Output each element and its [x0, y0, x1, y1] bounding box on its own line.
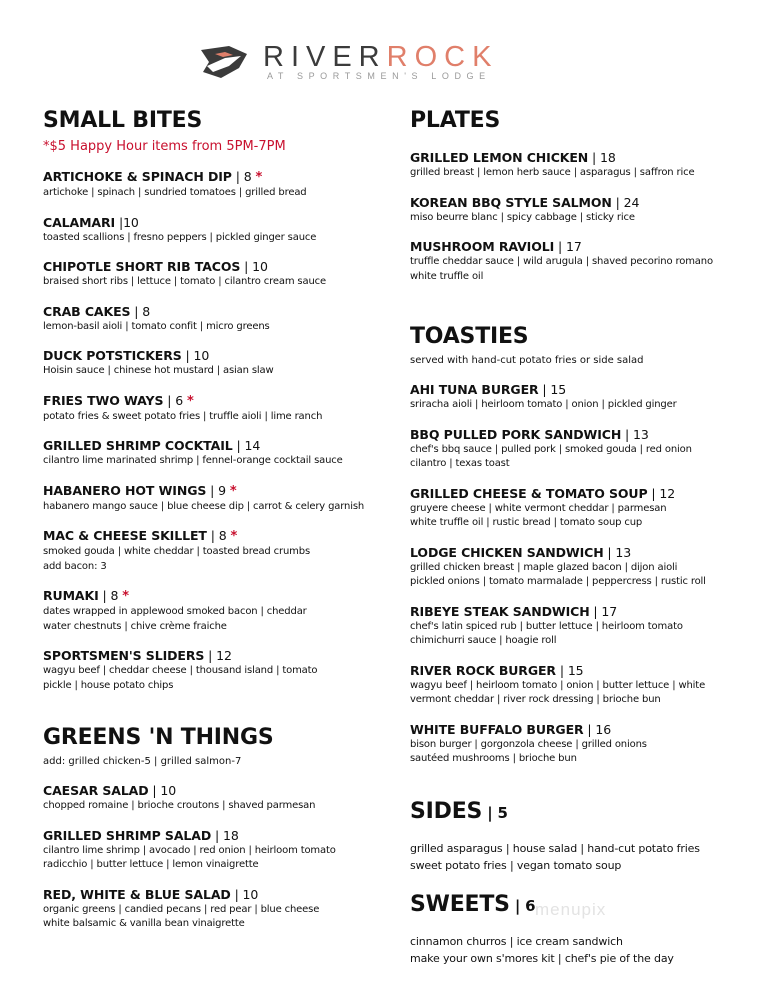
menu-item-description: truffle cheddar sauce | wild arugula | shaved pecorino romano [410, 256, 713, 267]
menu-item-price: | 13 [621, 426, 649, 442]
header [0, 38, 768, 88]
menu-items [43, 783, 378, 932]
menu-items [43, 169, 378, 693]
section-price: | 5 [482, 803, 508, 822]
happy-hour-star: * [186, 393, 194, 409]
menu-item-description: chopped romaine | brioche croutons | shaved parmesan [43, 800, 316, 811]
menu-item [410, 486, 740, 531]
menu-item-description: potato fries & sweet potato fries | truffle aioli | lime ranch [43, 410, 323, 422]
menu-item-description: miso beurre blanc | spicy cabbage | sticky rice [410, 211, 635, 223]
menu-item [43, 887, 378, 932]
menu-item [410, 382, 740, 413]
menu-item [43, 304, 378, 335]
menu-item-description: Hoisin sauce | chinese hot mustard | asian slaw [43, 365, 274, 376]
menu-item-name: MAC & CHEESE SKILLET [43, 528, 207, 543]
menu-item-header [43, 828, 378, 844]
menu-item-description: organic greens | candied pecans | red pear | blue cheese [43, 903, 320, 915]
menu-item-price: | 8 [98, 588, 123, 603]
menu-item-name: KOREAN BBQ STYLE SALMON [410, 194, 612, 210]
menu-item [43, 393, 378, 425]
menu-item-price: | 18 [211, 827, 239, 843]
menu-item-price: |10 [115, 214, 139, 230]
section-note: add: grilled chicken-5 | grilled salmon-7 [43, 756, 242, 767]
sides-list [410, 840, 740, 874]
menu-item [43, 215, 378, 246]
section-note: served with hand-cut potato fries or side salad [410, 355, 644, 366]
menu-item-price: | 15 [538, 382, 567, 397]
menu-items [410, 150, 740, 284]
menu-item-description: white truffle oil | rustic bread | tomato soup cup [410, 517, 643, 528]
menu-item-name: ARTICHOKE & SPINACH DIP [43, 169, 232, 184]
menu-item-description: bison burger | gorgonzola cheese | grilled onions [410, 738, 647, 750]
menu-item-price: | 8 [206, 528, 231, 543]
menu-item-description: smoked gouda | white cheddar | toasted bread crumbs [43, 546, 311, 557]
sides-line: sweet potato fries | vegan tomato soup [410, 858, 622, 872]
menu-item [43, 588, 378, 634]
menu-item-price: | 14 [232, 438, 261, 453]
menu-item [43, 528, 378, 574]
menu-item-header [43, 783, 378, 799]
menu-item-description: white truffle oil [410, 270, 484, 282]
menu-item-price: | 8 [130, 303, 151, 319]
menu-item-name: GRILLED CHEESE & TOMATO SOUP [410, 485, 648, 501]
menu-item-description: water chestnuts | chive crème fraiche [43, 620, 227, 632]
menu-item-price: | 10 [148, 783, 177, 798]
menu-item-description: artichoke | spinach | sundried tomatoes | grilled bread [43, 187, 307, 198]
menu-item-price: | 8 [231, 169, 256, 184]
menu-item-description: cilantro | texas toast [410, 458, 510, 469]
menu-item-name: RUMAKI [43, 588, 99, 603]
menu-item-name: GRILLED LEMON CHICKEN [410, 150, 589, 165]
menu-item-description: braised short ribs | lettuce | tomato | cilantro cream sauce [43, 276, 327, 287]
menu-item-price: | 13 [603, 544, 632, 560]
section-title: PLATES [410, 108, 501, 133]
menu-item-description: pickle | house potato chips [43, 679, 174, 691]
menu-item-description: dates wrapped in applewood smoked bacon | cheddar [43, 606, 307, 617]
menu-item-header [410, 604, 740, 620]
menu-item-name: RIVER ROCK BURGER [410, 662, 556, 678]
section-sides [410, 797, 740, 874]
menu-item-description: wagyu beef | heirloom tomato | onion | butter lettuce | white [410, 679, 706, 691]
menu-item [410, 545, 740, 590]
menu-item-description: gruyere cheese | white vermont cheddar | parmesan [410, 502, 667, 514]
menu-item-name: AHI TUNA BURGER [410, 382, 539, 397]
sweets-line: cinnamon churros | ice cream sandwich [410, 934, 623, 948]
menu-item-description: cilantro lime marinated shrimp | fennel-orange cocktail sauce [43, 455, 343, 466]
menu-item-header [43, 393, 378, 410]
section-title: TOASTIES [410, 324, 529, 349]
menu-item-name: FRIES TWO WAYS [43, 392, 164, 408]
menu-item-header [43, 348, 378, 364]
menu-item-price: | 17 [589, 603, 618, 619]
menu-item-description: habanero mango sauce | blue cheese dip | carrot & celery garnish [43, 500, 365, 512]
happy-hour-star: * [229, 483, 237, 499]
watermark: menupix [535, 900, 607, 919]
menu-item-price: | 10 [240, 259, 268, 274]
menu-item-name: RED, WHITE & BLUE SALAD [43, 886, 231, 902]
menu-item [410, 604, 740, 649]
section-title: SMALL BITES [43, 108, 203, 133]
menu-item-header [43, 215, 378, 231]
menu-item-name: DUCK POTSTICKERS [43, 348, 182, 363]
menu-item [43, 438, 378, 469]
menu-item-name: LODGE CHICKEN SANDWICH [410, 544, 604, 560]
menu-item-header [43, 588, 378, 605]
menu-item [410, 195, 740, 226]
brand-subtitle: AT SPORTSMEN'S LODGE [267, 71, 491, 81]
section-title: GREENS 'N THINGS [43, 725, 274, 750]
menu-item-header [43, 304, 378, 320]
brand-name: RIVERROCK [263, 41, 499, 73]
menu-item-price: | 12 [647, 485, 676, 501]
menu-item-description: white balsamic & vanilla bean vinaigrette [43, 918, 245, 929]
menu-item-description: sriracha aioli | heirloom tomato | onion | pickled ginger [410, 399, 677, 410]
menu-item-name: CAESAR SALAD [43, 783, 149, 798]
menu-item-header [410, 663, 740, 679]
menu-item [43, 483, 378, 515]
menu-item [43, 259, 378, 290]
section-toasties [410, 322, 740, 767]
menu-item-header [410, 195, 740, 211]
menu-item-price: | 6 [163, 392, 187, 408]
sweets-list [410, 933, 740, 967]
menu-item [410, 722, 740, 767]
menu-item-description: chef's bbq sauce | pulled pork | smoked gouda | red onion [410, 443, 692, 455]
menu-item [43, 169, 378, 201]
menu-item-name: RIBEYE STEAK SANDWICH [410, 603, 590, 619]
section-title: SWEETS | 6 [410, 891, 536, 917]
menu-item-description: lemon-basil aioli | tomato confit | micro greens [43, 320, 270, 332]
menu-item-price: | 24 [611, 194, 640, 210]
menu-item-name: CHIPOTLE SHORT RIB TACOS [43, 259, 241, 274]
menu-item-description: vermont cheddar | river rock dressing | brioche bun [410, 694, 661, 705]
menu-item-name: SPORTSMEN'S SLIDERS [43, 648, 205, 663]
menu-item-description: wagyu beef | cheddar cheese | thousand island | tomato [43, 665, 318, 676]
left-column [43, 106, 378, 932]
menu-item [43, 783, 378, 814]
menu-item-price: | 9 [206, 482, 230, 498]
menu-item-description: radicchio | butter lettuce | lemon vinaigrette [43, 859, 259, 870]
menu-item-header [410, 486, 740, 502]
section-greens [43, 723, 378, 932]
menu-item-description: cilantro lime shrimp | avocado | red onion | heirloom tomato [43, 844, 336, 856]
menu-item-name: CALAMARI [43, 214, 116, 230]
menu-item-description: grilled chicken breast | maple glazed bacon | dijon aioli [410, 561, 678, 573]
menu-item [43, 828, 378, 873]
menu-item-name: WHITE BUFFALO BURGER [410, 721, 584, 737]
section-title: SIDES | 5 [410, 798, 508, 824]
happy-hour-star: * [230, 529, 238, 544]
menu-item-header [43, 438, 378, 454]
menu-item-header [410, 427, 740, 443]
menu-item-header [410, 545, 740, 561]
sweets-line: make your own s'mores kit | chef's pie of the day [410, 951, 674, 965]
menu-item [43, 348, 378, 379]
menu-item-name: BBQ PULLED PORK SANDWICH [410, 426, 622, 442]
menu-item-description: pickled onions | tomato marmalade | peppercress | rustic roll [410, 576, 706, 587]
menu-item-description: grilled breast | lemon herb sauce | asparagus | saffron rice [410, 167, 695, 178]
menu-item-header [43, 887, 378, 903]
happy-hour-star: * [255, 170, 263, 185]
menu-item [410, 239, 740, 284]
section-small-bites [43, 106, 378, 693]
menu-item-price: | 18 [588, 150, 616, 165]
menu-item-description: sautéed mushrooms | brioche bun [410, 753, 577, 764]
menu-item [410, 150, 740, 181]
menu-item-header [43, 528, 378, 545]
menu-item-header [410, 382, 740, 398]
river-rock-logo-icon [199, 44, 249, 82]
menu-item [43, 648, 378, 693]
menu-item-price: | 15 [555, 662, 584, 678]
menu-item-description: add bacon: 3 [43, 560, 107, 572]
menu-item-name: GRILLED SHRIMP SALAD [43, 827, 212, 843]
section-price: | 6 [509, 896, 536, 915]
menu-item-header [43, 259, 378, 275]
menu-item-description: chef's latin spiced rub | butter lettuce | heirloom tomato [410, 620, 683, 632]
menu-item-name: HABANERO HOT WINGS [43, 482, 207, 498]
menu-item-name: GRILLED SHRIMP COCKTAIL [43, 438, 233, 453]
menu-item-price: | 16 [583, 721, 612, 737]
menu-item-header [410, 722, 740, 738]
menu-item-description: chimichurri sauce | hoagie roll [410, 635, 557, 646]
menu-item [410, 663, 740, 708]
menu-item-header [410, 150, 740, 166]
menu-items [410, 382, 740, 767]
menu-item-description: toasted scallions | fresno peppers | pickled ginger sauce [43, 231, 317, 243]
menu-item-header [410, 239, 740, 255]
menu-item-name: MUSHROOM RAVIOLI [410, 239, 555, 254]
menu-item-price: | 10 [230, 886, 259, 902]
menu-item-price: | 10 [181, 348, 210, 363]
sides-line: grilled asparagus | house salad | hand-cut potato fries [410, 841, 700, 855]
happy-hour-star: * [122, 589, 129, 604]
menu-item-header [43, 648, 378, 664]
menu-item-price: | 12 [204, 648, 232, 663]
section-plates [410, 106, 740, 284]
menu-item-header [43, 483, 378, 500]
right-column [410, 106, 740, 967]
menu-item-header [43, 169, 378, 186]
happy-hour-note: *$5 Happy Hour items from 5PM-7PM [43, 139, 286, 154]
menu-item-price: | 17 [554, 239, 582, 254]
menu-item [410, 427, 740, 472]
menu-item-name: CRAB CAKES [43, 303, 131, 319]
